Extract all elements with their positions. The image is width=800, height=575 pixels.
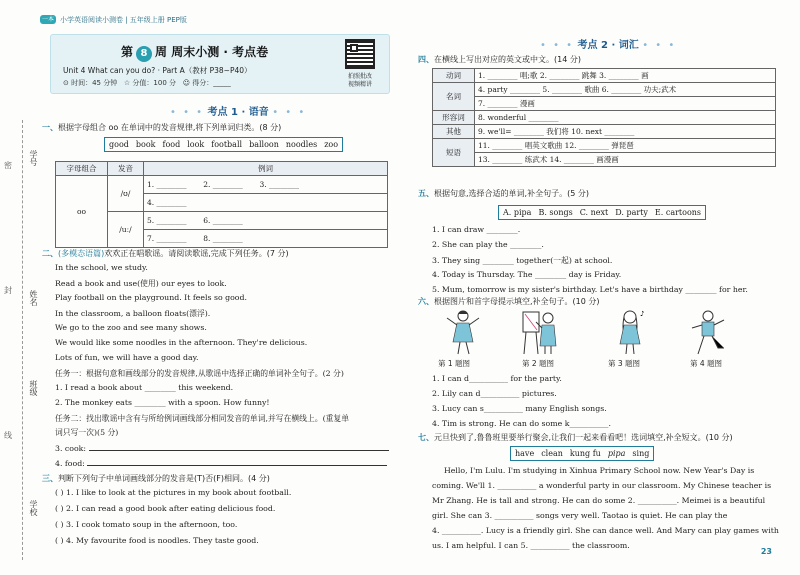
- picture-caption-3: 第 3 题图: [608, 359, 641, 368]
- q5-item-5[interactable]: 5. Mum, tomorrow is my sister's birthday. Let's have a birthday ________ for her.: [432, 285, 748, 294]
- section-vocabulary-title: • • • 考点 2 · 词汇 • • •: [540, 40, 677, 51]
- task-2-cook[interactable]: 3. cook:: [55, 443, 389, 453]
- q5-item-2[interactable]: 2. She can play the ________.: [432, 240, 544, 249]
- q6-item-3[interactable]: 3. Lucy can s__________ many English songs.: [432, 404, 607, 413]
- song-line-4: In the classroom, a balloon floats(漂浮).: [55, 309, 211, 318]
- option-bank-5: A. pipa B. songs C. next D. party E. cartoons: [498, 205, 706, 220]
- margin-label-school: 学校: [29, 500, 38, 516]
- judge-item-2[interactable]: ( ) 2. I can read a good book after eating delicious food.: [55, 504, 276, 513]
- song-line-7: Lots of fun, we will have a good day.: [55, 353, 199, 362]
- word-bank-1: good book food look football balloon noodles zoo: [104, 137, 343, 152]
- judge-item-1[interactable]: ( ) 1. I like to look at the pictures in my book about football.: [55, 488, 292, 497]
- total-score: ☆ 分值：100 分: [123, 79, 177, 87]
- my-score: ☺ 得分：_____: [182, 79, 231, 87]
- picture-caption-2: 第 2 题图: [522, 359, 555, 368]
- passage-line-2[interactable]: coming. We'll 1. __________ a wonderful party in our classroom. My Chinese teacher is: [432, 481, 772, 490]
- task-2-instruction-cont: 词只写一次)(5 分): [55, 428, 119, 437]
- judge-item-4[interactable]: ( ) 4. My favourite food is noodles. They taste good.: [55, 536, 259, 545]
- vocab-table: 动词 1. ________ 唱;歌 2. ________ 跳舞 3. ________ 画 名词 4. party ________ 5. ________ 歌曲 6. ________ 功夫;武术 7. ________ 漫画 形容词 8. wonderful ________ 其他 9. we'll= ________ 我们将 10. next ________ 短语 11. ________ 唱英文歌曲 12. ________ 弹琵琶 13. ________ 练武术 14. ________ 画漫画: [432, 68, 776, 167]
- picture-caption-1: 第 1 题图: [438, 359, 471, 368]
- question-2-heading: 二、(多模态语篇)欢欢正在唱歌谣。请阅读歌谣,完成下列任务。(7 分): [42, 249, 289, 258]
- unit-info: Unit 4 What can you do? · Part A（教材 P38~P40）: [63, 66, 252, 75]
- q6-item-4[interactable]: 4. Tim is strong. He can do some k__________.: [432, 419, 611, 428]
- task-2-instruction: 任务二：找出歌谣中含有与所给例词画线部分相同发音的单词,并写在横线上。(重复单: [55, 414, 350, 423]
- passage-line-6[interactable]: us. I am helpful. I can 5. __________ the classroom.: [432, 541, 630, 550]
- margin-label-student-id: 学号: [29, 150, 38, 166]
- binding-margin: [0, 30, 40, 575]
- passage-line-5[interactable]: 4. __________. Lucy is a friendly girl. She can dance well. And Mary can play games with: [432, 526, 779, 535]
- singing-girl-image: [610, 308, 650, 356]
- q6-item-1[interactable]: 1. I can d__________ for the party.: [432, 374, 562, 383]
- svg-text:♪: ♪: [640, 310, 645, 318]
- q5-item-1[interactable]: 1. I can draw ________.: [432, 225, 521, 234]
- passage-line-4[interactable]: girl. She can 3. __________ songs very well. Taotao is quiet. He can play the: [432, 511, 728, 520]
- task-2-food[interactable]: 4. food:: [55, 458, 387, 468]
- painting-girl-image: [520, 308, 560, 356]
- margin-label-class: 班级: [29, 380, 38, 396]
- song-line-5: We go to the zoo and see many shows.: [55, 323, 207, 332]
- dancing-girl-image: [443, 308, 483, 356]
- task-1-item-2[interactable]: 2. The monkey eats ________ with a spoon. How funny!: [55, 398, 270, 407]
- question-6-heading: 六、根据图片和首字母提示填空,补全句子。(10 分): [418, 297, 600, 306]
- qr-caption: 拍照批改 视频精讲: [347, 73, 372, 88]
- week-number-badge: 8: [136, 46, 152, 62]
- question-5-heading: 五、根据句意,选择合适的单词,补全句子。(5 分): [418, 189, 589, 198]
- q6-item-2[interactable]: 2. Lily can d__________ pictures.: [432, 389, 557, 398]
- week-title: 第 8 周 周末小测 · 考点卷: [121, 43, 268, 62]
- title-box: [50, 34, 390, 94]
- header-series-text: 小学英语阅读小测卷 | 五年级上册 PEP版: [60, 16, 187, 24]
- song-line-2: Read a book and use(使用) our eyes to look.: [55, 279, 227, 288]
- passage-line-3[interactable]: Mr Zhang. He is tall and strong. He can do some 2. __________. Meimei is a beautiful: [432, 496, 766, 505]
- question-3-heading: 三、判断下列句子中单词画线部分的发音是(T)否(F)相同。(4 分): [42, 474, 270, 483]
- song-line-1: In the school, we study.: [55, 263, 148, 272]
- qr-code[interactable]: [345, 39, 375, 69]
- task-1-instruction: 任务一：根据句意和画线部分的发音规律,从歌谣中选择正确的单词补全句子。(2 分): [55, 369, 344, 378]
- q5-item-4[interactable]: 4. Today is Thursday. The ________ day is Friday.: [432, 270, 622, 279]
- judge-item-3[interactable]: ( ) 3. I cook tomato soup in the afternoon, too.: [55, 520, 238, 529]
- margin-tick-line: 线: [4, 431, 12, 440]
- song-line-3: Play football on the playground. It feels so good.: [55, 293, 247, 302]
- publisher-logo: 一本: [41, 16, 54, 23]
- margin-tick-close: 封: [4, 286, 12, 295]
- kung-fu-boy-image: [688, 308, 728, 356]
- song-line-6: We would like some noodles in the afternoon. They're delicious.: [55, 338, 308, 347]
- word-bank-7: have clean kung fu pipa sing: [510, 446, 654, 461]
- phonics-table: 字母组合 发音 例词 oo /ʊ/ 1. ________ 2. ________ 3. ________ 4. ________ /uː/ 5. ________ 6. ________ 7. ________ 8. ________: [55, 161, 388, 248]
- task-1-item-1[interactable]: 1. I read a book about ________ this weekend.: [55, 383, 234, 392]
- cut-line: [22, 120, 23, 560]
- margin-tick-seal: 密: [4, 161, 12, 170]
- picture-caption-4: 第 4 题图: [690, 359, 723, 368]
- section-phonics-title: • • • 考点 1 · 语音 • • •: [170, 107, 307, 118]
- q5-item-3[interactable]: 3. They sing ________ together(一起) at school.: [432, 256, 613, 265]
- header-bar: [40, 14, 390, 26]
- question-7-heading: 七、元旦快到了,鲁鲁班里要举行聚会,让我们一起来看看吧！选词填空,补全短文。(10 分): [418, 433, 733, 442]
- time-limit: ⊙ 时间：45 分钟: [63, 79, 118, 87]
- exam-meta: [63, 78, 231, 88]
- page-number: 23: [760, 547, 772, 556]
- question-1-heading: 一、根据字母组合 oo 在单词中的发音规律,将下列单词归类。(8 分): [42, 123, 282, 132]
- passage-line-1: Hello, I'm Lulu. I'm studying in Xinhua Primary School now. New Year's Day is: [444, 466, 755, 475]
- margin-label-name: 姓名: [29, 290, 38, 306]
- question-4-heading: 四、在横线上写出对应的英文或中文。(14 分): [418, 55, 581, 64]
